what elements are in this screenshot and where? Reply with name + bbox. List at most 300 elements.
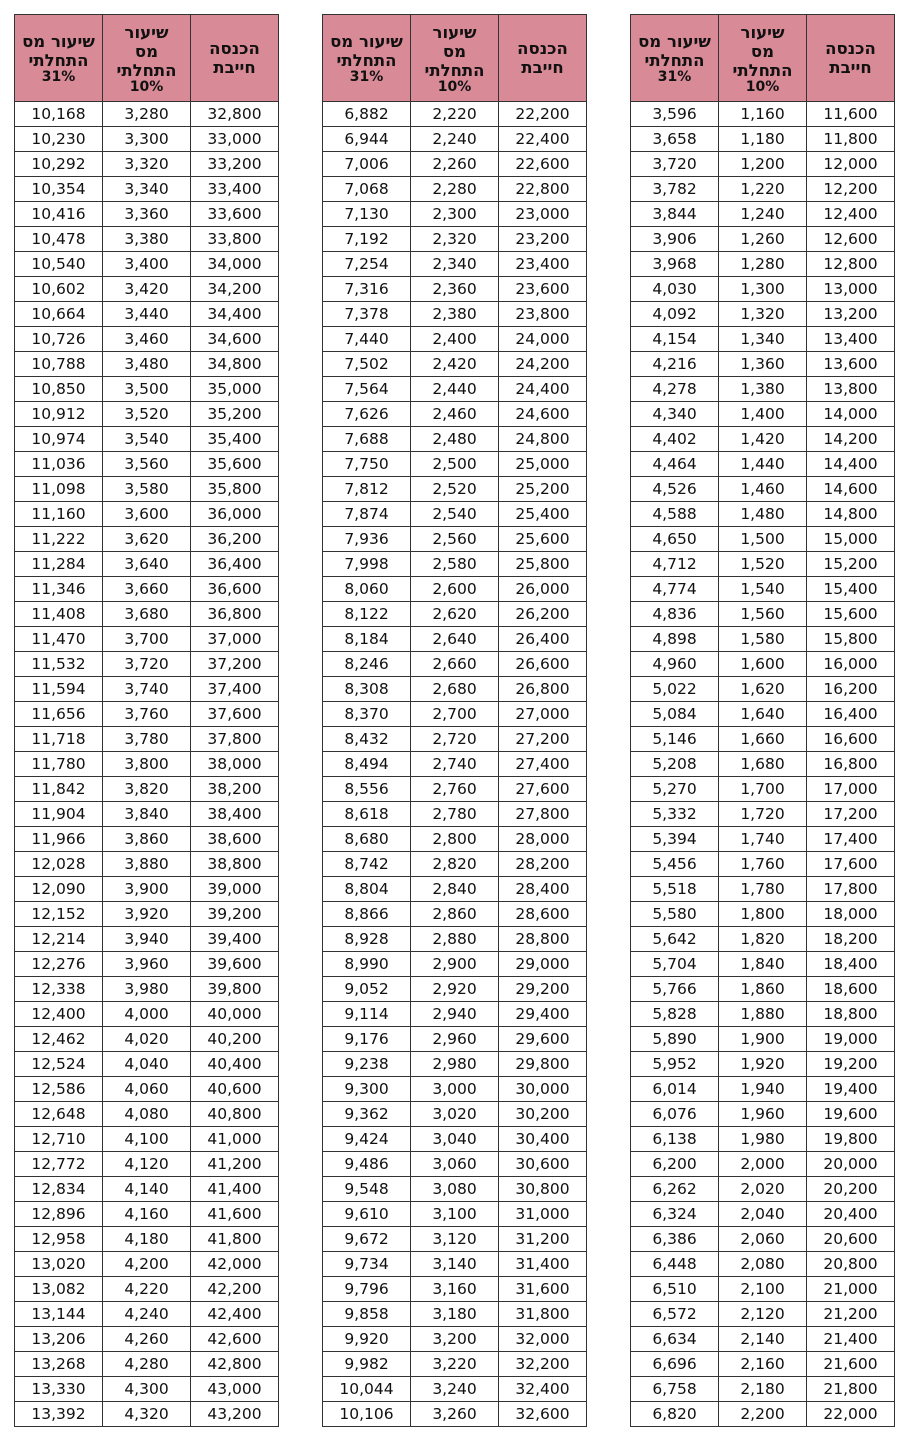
cell-tax-31: 4,836 bbox=[631, 602, 719, 627]
cell-income: 42,800 bbox=[191, 1352, 279, 1377]
table-row bbox=[323, 552, 587, 577]
cell-income: 40,200 bbox=[191, 1027, 279, 1052]
cell-income: 33,600 bbox=[191, 202, 279, 227]
cell-income: 39,400 bbox=[191, 927, 279, 952]
cell-income: 24,200 bbox=[499, 352, 587, 377]
cell-tax-31: 8,122 bbox=[323, 602, 411, 627]
cell-income: 31,200 bbox=[499, 1227, 587, 1252]
col-header-tax-10: שיעור מס התחלתי 10% bbox=[103, 15, 191, 102]
cell-income: 20,200 bbox=[807, 1177, 895, 1202]
cell-tax-10: 2,080 bbox=[719, 1252, 807, 1277]
cell-tax-31: 8,618 bbox=[323, 802, 411, 827]
cell-tax-31: 9,796 bbox=[323, 1277, 411, 1302]
cell-tax-31: 7,688 bbox=[323, 427, 411, 452]
table-row bbox=[323, 1202, 587, 1227]
table-row bbox=[15, 327, 279, 352]
cell-income: 14,000 bbox=[807, 402, 895, 427]
cell-income: 30,800 bbox=[499, 1177, 587, 1202]
table-row bbox=[15, 577, 279, 602]
cell-tax-10: 1,460 bbox=[719, 477, 807, 502]
cell-tax-10: 3,620 bbox=[103, 527, 191, 552]
table-row bbox=[15, 902, 279, 927]
cell-income: 24,800 bbox=[499, 427, 587, 452]
cell-tax-31: 10,230 bbox=[15, 127, 103, 152]
cell-tax-10: 3,340 bbox=[103, 177, 191, 202]
cell-tax-10: 2,840 bbox=[411, 877, 499, 902]
table-row bbox=[631, 752, 895, 777]
cell-tax-10: 1,800 bbox=[719, 902, 807, 927]
cell-tax-10: 2,720 bbox=[411, 727, 499, 752]
cell-income: 29,200 bbox=[499, 977, 587, 1002]
cell-tax-10: 1,480 bbox=[719, 502, 807, 527]
cell-tax-10: 2,260 bbox=[411, 152, 499, 177]
cell-tax-31: 10,602 bbox=[15, 277, 103, 302]
cell-tax-10: 3,320 bbox=[103, 152, 191, 177]
cell-tax-31: 12,028 bbox=[15, 852, 103, 877]
cell-income: 21,000 bbox=[807, 1277, 895, 1302]
table-row bbox=[15, 627, 279, 652]
cell-tax-10: 3,280 bbox=[103, 102, 191, 127]
table-row bbox=[15, 377, 279, 402]
cell-income: 41,600 bbox=[191, 1202, 279, 1227]
cell-tax-31: 9,610 bbox=[323, 1202, 411, 1227]
table-row bbox=[631, 1027, 895, 1052]
cell-tax-31: 3,596 bbox=[631, 102, 719, 127]
cell-tax-10: 3,960 bbox=[103, 952, 191, 977]
table-row bbox=[15, 702, 279, 727]
cell-tax-10: 1,680 bbox=[719, 752, 807, 777]
cell-tax-31: 12,772 bbox=[15, 1152, 103, 1177]
cell-tax-10: 4,180 bbox=[103, 1227, 191, 1252]
cell-tax-31: 7,502 bbox=[323, 352, 411, 377]
cell-tax-31: 9,362 bbox=[323, 1102, 411, 1127]
table-row bbox=[323, 1402, 587, 1427]
cell-tax-10: 2,920 bbox=[411, 977, 499, 1002]
cell-tax-10: 2,160 bbox=[719, 1352, 807, 1377]
cell-tax-10: 1,380 bbox=[719, 377, 807, 402]
cell-tax-10: 1,580 bbox=[719, 627, 807, 652]
table-row bbox=[631, 902, 895, 927]
cell-tax-31: 9,486 bbox=[323, 1152, 411, 1177]
table-row bbox=[323, 152, 587, 177]
cell-income: 17,200 bbox=[807, 802, 895, 827]
table-row bbox=[631, 1077, 895, 1102]
cell-tax-31: 12,090 bbox=[15, 877, 103, 902]
cell-tax-10: 2,820 bbox=[411, 852, 499, 877]
cell-tax-10: 3,400 bbox=[103, 252, 191, 277]
cell-income: 17,000 bbox=[807, 777, 895, 802]
cell-tax-10: 3,560 bbox=[103, 452, 191, 477]
cell-tax-31: 5,208 bbox=[631, 752, 719, 777]
col-header-income: הכנסה חייבת bbox=[807, 15, 895, 102]
cell-tax-31: 3,782 bbox=[631, 177, 719, 202]
cell-tax-31: 11,346 bbox=[15, 577, 103, 602]
table-row bbox=[15, 427, 279, 452]
table-row bbox=[323, 952, 587, 977]
table-row bbox=[631, 402, 895, 427]
cell-tax-31: 5,332 bbox=[631, 802, 719, 827]
table-row bbox=[15, 752, 279, 777]
table-row bbox=[631, 1152, 895, 1177]
cell-tax-31: 10,044 bbox=[323, 1377, 411, 1402]
cell-tax-10: 2,780 bbox=[411, 802, 499, 827]
cell-tax-10: 2,600 bbox=[411, 577, 499, 602]
table-row bbox=[631, 1377, 895, 1402]
table-row bbox=[15, 1027, 279, 1052]
cell-tax-31: 7,998 bbox=[323, 552, 411, 577]
cell-tax-10: 1,900 bbox=[719, 1027, 807, 1052]
cell-income: 31,000 bbox=[499, 1202, 587, 1227]
cell-income: 28,600 bbox=[499, 902, 587, 927]
cell-tax-31: 9,920 bbox=[323, 1327, 411, 1352]
cell-tax-10: 1,400 bbox=[719, 402, 807, 427]
table-row bbox=[631, 652, 895, 677]
cell-tax-31: 6,820 bbox=[631, 1402, 719, 1427]
table-row bbox=[323, 327, 587, 352]
cell-income: 27,600 bbox=[499, 777, 587, 802]
cell-income: 39,600 bbox=[191, 952, 279, 977]
cell-tax-31: 6,324 bbox=[631, 1202, 719, 1227]
cell-tax-10: 1,600 bbox=[719, 652, 807, 677]
cell-tax-10: 4,240 bbox=[103, 1302, 191, 1327]
table-row bbox=[15, 402, 279, 427]
cell-tax-31: 10,974 bbox=[15, 427, 103, 452]
tax-table-1 bbox=[14, 14, 279, 1427]
cell-income: 31,600 bbox=[499, 1277, 587, 1302]
cell-tax-31: 8,494 bbox=[323, 752, 411, 777]
cell-income: 30,000 bbox=[499, 1077, 587, 1102]
cell-tax-31: 11,656 bbox=[15, 702, 103, 727]
cell-income: 24,400 bbox=[499, 377, 587, 402]
cell-tax-10: 2,540 bbox=[411, 502, 499, 527]
table-row bbox=[631, 927, 895, 952]
table-row bbox=[323, 352, 587, 377]
cell-tax-31: 11,532 bbox=[15, 652, 103, 677]
tax-table-3 bbox=[630, 14, 895, 1427]
cell-income: 22,800 bbox=[499, 177, 587, 202]
cell-tax-31: 10,726 bbox=[15, 327, 103, 352]
cell-tax-31: 6,200 bbox=[631, 1152, 719, 1177]
cell-tax-10: 2,400 bbox=[411, 327, 499, 352]
table-row bbox=[15, 452, 279, 477]
cell-tax-10: 1,440 bbox=[719, 452, 807, 477]
cell-tax-31: 6,076 bbox=[631, 1102, 719, 1127]
table-row bbox=[323, 1252, 587, 1277]
cell-tax-31: 10,664 bbox=[15, 302, 103, 327]
cell-tax-10: 1,280 bbox=[719, 252, 807, 277]
cell-tax-31: 8,866 bbox=[323, 902, 411, 927]
cell-income: 15,200 bbox=[807, 552, 895, 577]
cell-tax-10: 1,340 bbox=[719, 327, 807, 352]
table-row bbox=[15, 352, 279, 377]
table-row bbox=[15, 802, 279, 827]
cell-income: 38,400 bbox=[191, 802, 279, 827]
cell-tax-10: 4,080 bbox=[103, 1102, 191, 1127]
cell-income: 18,400 bbox=[807, 952, 895, 977]
table-row bbox=[323, 927, 587, 952]
table-row bbox=[631, 1227, 895, 1252]
table-row bbox=[323, 1352, 587, 1377]
cell-tax-10: 1,780 bbox=[719, 877, 807, 902]
table-row bbox=[631, 577, 895, 602]
cell-tax-31: 8,370 bbox=[323, 702, 411, 727]
cell-tax-10: 1,740 bbox=[719, 827, 807, 852]
cell-tax-10: 2,000 bbox=[719, 1152, 807, 1177]
cell-income: 37,800 bbox=[191, 727, 279, 752]
cell-tax-10: 2,480 bbox=[411, 427, 499, 452]
table-row bbox=[15, 827, 279, 852]
cell-tax-31: 4,278 bbox=[631, 377, 719, 402]
cell-tax-10: 1,500 bbox=[719, 527, 807, 552]
table-row bbox=[323, 502, 587, 527]
cell-tax-10: 3,220 bbox=[411, 1352, 499, 1377]
cell-income: 28,800 bbox=[499, 927, 587, 952]
table-row bbox=[631, 1252, 895, 1277]
cell-tax-10: 3,500 bbox=[103, 377, 191, 402]
table-row bbox=[15, 977, 279, 1002]
cell-income: 22,600 bbox=[499, 152, 587, 177]
cell-income: 26,400 bbox=[499, 627, 587, 652]
table-row bbox=[631, 1127, 895, 1152]
cell-tax-10: 1,660 bbox=[719, 727, 807, 752]
cell-tax-10: 4,000 bbox=[103, 1002, 191, 1027]
cell-income: 34,600 bbox=[191, 327, 279, 352]
cell-tax-10: 2,660 bbox=[411, 652, 499, 677]
table-row bbox=[323, 827, 587, 852]
cell-tax-10: 3,020 bbox=[411, 1102, 499, 1127]
cell-tax-10: 3,900 bbox=[103, 877, 191, 902]
cell-tax-10: 3,520 bbox=[103, 402, 191, 427]
cell-tax-10: 4,020 bbox=[103, 1027, 191, 1052]
table-row bbox=[15, 952, 279, 977]
cell-income: 13,200 bbox=[807, 302, 895, 327]
cell-income: 13,400 bbox=[807, 327, 895, 352]
cell-tax-31: 5,828 bbox=[631, 1002, 719, 1027]
cell-tax-10: 2,760 bbox=[411, 777, 499, 802]
cell-tax-31: 9,982 bbox=[323, 1352, 411, 1377]
cell-tax-10: 1,260 bbox=[719, 227, 807, 252]
cell-income: 43,200 bbox=[191, 1402, 279, 1427]
cell-tax-31: 11,842 bbox=[15, 777, 103, 802]
cell-tax-10: 2,180 bbox=[719, 1377, 807, 1402]
cell-tax-31: 3,906 bbox=[631, 227, 719, 252]
cell-tax-31: 9,548 bbox=[323, 1177, 411, 1202]
cell-tax-10: 1,560 bbox=[719, 602, 807, 627]
table-row bbox=[15, 1052, 279, 1077]
cell-tax-31: 8,060 bbox=[323, 577, 411, 602]
cell-income: 16,400 bbox=[807, 702, 895, 727]
table-row bbox=[631, 102, 895, 127]
cell-income: 22,200 bbox=[499, 102, 587, 127]
cell-tax-31: 6,510 bbox=[631, 1277, 719, 1302]
table-row bbox=[15, 1352, 279, 1377]
cell-tax-10: 3,200 bbox=[411, 1327, 499, 1352]
cell-income: 22,000 bbox=[807, 1402, 895, 1427]
cell-tax-31: 7,068 bbox=[323, 177, 411, 202]
table-row bbox=[15, 1127, 279, 1152]
cell-income: 35,000 bbox=[191, 377, 279, 402]
cell-tax-31: 12,586 bbox=[15, 1077, 103, 1102]
table-row bbox=[323, 852, 587, 877]
cell-tax-10: 2,360 bbox=[411, 277, 499, 302]
cell-tax-10: 3,880 bbox=[103, 852, 191, 877]
cell-tax-31: 7,378 bbox=[323, 302, 411, 327]
table-row bbox=[631, 1302, 895, 1327]
cell-income: 19,800 bbox=[807, 1127, 895, 1152]
table-row bbox=[323, 702, 587, 727]
cell-income: 34,800 bbox=[191, 352, 279, 377]
table-row bbox=[15, 1252, 279, 1277]
table-body bbox=[323, 102, 587, 1427]
table-row bbox=[323, 1102, 587, 1127]
cell-income: 23,400 bbox=[499, 252, 587, 277]
cell-tax-10: 1,840 bbox=[719, 952, 807, 977]
cell-tax-31: 12,276 bbox=[15, 952, 103, 977]
cell-tax-10: 2,060 bbox=[719, 1227, 807, 1252]
cell-tax-31: 5,394 bbox=[631, 827, 719, 852]
cell-tax-10: 2,200 bbox=[719, 1402, 807, 1427]
table-row bbox=[15, 852, 279, 877]
cell-tax-10: 3,660 bbox=[103, 577, 191, 602]
cell-tax-31: 13,268 bbox=[15, 1352, 103, 1377]
cell-income: 14,400 bbox=[807, 452, 895, 477]
cell-tax-31: 12,214 bbox=[15, 927, 103, 952]
cell-income: 36,200 bbox=[191, 527, 279, 552]
cell-income: 15,800 bbox=[807, 627, 895, 652]
cell-income: 26,600 bbox=[499, 652, 587, 677]
table-body bbox=[15, 102, 279, 1427]
table-row bbox=[323, 277, 587, 302]
cell-tax-31: 11,966 bbox=[15, 827, 103, 852]
cell-income: 20,800 bbox=[807, 1252, 895, 1277]
cell-income: 41,800 bbox=[191, 1227, 279, 1252]
cell-tax-31: 11,036 bbox=[15, 452, 103, 477]
cell-tax-10: 1,420 bbox=[719, 427, 807, 452]
cell-tax-31: 13,144 bbox=[15, 1302, 103, 1327]
cell-tax-10: 1,700 bbox=[719, 777, 807, 802]
cell-income: 14,800 bbox=[807, 502, 895, 527]
table-row bbox=[323, 1227, 587, 1252]
table-row bbox=[323, 777, 587, 802]
cell-tax-31: 4,650 bbox=[631, 527, 719, 552]
table-row bbox=[15, 1277, 279, 1302]
col-header-tax-10: שיעור מס התחלתי 10% bbox=[719, 15, 807, 102]
cell-tax-10: 1,240 bbox=[719, 202, 807, 227]
table-row bbox=[323, 202, 587, 227]
table-row bbox=[15, 177, 279, 202]
table-row bbox=[323, 1277, 587, 1302]
cell-income: 26,000 bbox=[499, 577, 587, 602]
table-row bbox=[15, 552, 279, 577]
cell-tax-31: 4,960 bbox=[631, 652, 719, 677]
table-row bbox=[631, 152, 895, 177]
cell-tax-10: 3,380 bbox=[103, 227, 191, 252]
cell-income: 32,200 bbox=[499, 1352, 587, 1377]
cell-tax-10: 4,260 bbox=[103, 1327, 191, 1352]
cell-income: 20,000 bbox=[807, 1152, 895, 1177]
cell-tax-31: 11,718 bbox=[15, 727, 103, 752]
cell-income: 38,000 bbox=[191, 752, 279, 777]
cell-tax-31: 8,432 bbox=[323, 727, 411, 752]
cell-tax-10: 3,540 bbox=[103, 427, 191, 452]
table-row bbox=[15, 1177, 279, 1202]
cell-income: 11,600 bbox=[807, 102, 895, 127]
table-header-row bbox=[631, 15, 895, 102]
cell-income: 21,800 bbox=[807, 1377, 895, 1402]
cell-tax-31: 9,238 bbox=[323, 1052, 411, 1077]
cell-tax-31: 11,904 bbox=[15, 802, 103, 827]
cell-income: 34,000 bbox=[191, 252, 279, 277]
cell-tax-10: 4,200 bbox=[103, 1252, 191, 1277]
cell-tax-10: 3,740 bbox=[103, 677, 191, 702]
table-row bbox=[323, 877, 587, 902]
cell-tax-31: 6,386 bbox=[631, 1227, 719, 1252]
cell-tax-31: 7,750 bbox=[323, 452, 411, 477]
cell-tax-10: 2,960 bbox=[411, 1027, 499, 1052]
cell-tax-31: 4,092 bbox=[631, 302, 719, 327]
cell-income: 30,200 bbox=[499, 1102, 587, 1127]
cell-tax-31: 7,564 bbox=[323, 377, 411, 402]
cell-tax-31: 6,758 bbox=[631, 1377, 719, 1402]
cell-tax-10: 3,120 bbox=[411, 1227, 499, 1252]
cell-tax-31: 10,850 bbox=[15, 377, 103, 402]
cell-income: 13,800 bbox=[807, 377, 895, 402]
cell-income: 30,400 bbox=[499, 1127, 587, 1152]
table-row bbox=[631, 827, 895, 852]
table-row bbox=[323, 402, 587, 427]
cell-tax-10: 1,720 bbox=[719, 802, 807, 827]
cell-income: 29,000 bbox=[499, 952, 587, 977]
cell-tax-10: 4,280 bbox=[103, 1352, 191, 1377]
table-row bbox=[631, 1402, 895, 1427]
cell-income: 42,400 bbox=[191, 1302, 279, 1327]
cell-income: 42,200 bbox=[191, 1277, 279, 1302]
table-row bbox=[323, 1052, 587, 1077]
cell-tax-31: 9,424 bbox=[323, 1127, 411, 1152]
cell-income: 27,400 bbox=[499, 752, 587, 777]
cell-tax-10: 3,040 bbox=[411, 1127, 499, 1152]
cell-tax-31: 6,696 bbox=[631, 1352, 719, 1377]
table-row bbox=[631, 1202, 895, 1227]
cell-tax-10: 2,520 bbox=[411, 477, 499, 502]
cell-tax-31: 9,114 bbox=[323, 1002, 411, 1027]
cell-tax-10: 3,000 bbox=[411, 1077, 499, 1102]
cell-tax-10: 1,220 bbox=[719, 177, 807, 202]
cell-tax-31: 7,254 bbox=[323, 252, 411, 277]
table-row bbox=[15, 527, 279, 552]
cell-tax-31: 12,834 bbox=[15, 1177, 103, 1202]
table-row bbox=[15, 777, 279, 802]
table-row bbox=[631, 1277, 895, 1302]
table-row bbox=[323, 1327, 587, 1352]
cell-tax-31: 10,354 bbox=[15, 177, 103, 202]
table-row bbox=[15, 302, 279, 327]
tax-table-2 bbox=[322, 14, 587, 1427]
table-row bbox=[323, 627, 587, 652]
cell-tax-10: 2,580 bbox=[411, 552, 499, 577]
cell-income: 25,000 bbox=[499, 452, 587, 477]
cell-income: 14,200 bbox=[807, 427, 895, 452]
cell-tax-31: 5,766 bbox=[631, 977, 719, 1002]
table-row bbox=[15, 1327, 279, 1352]
cell-tax-31: 6,448 bbox=[631, 1252, 719, 1277]
cell-tax-31: 7,130 bbox=[323, 202, 411, 227]
table-row bbox=[323, 427, 587, 452]
table-row bbox=[631, 1052, 895, 1077]
cell-tax-31: 5,084 bbox=[631, 702, 719, 727]
cell-tax-10: 3,800 bbox=[103, 752, 191, 777]
cell-income: 35,800 bbox=[191, 477, 279, 502]
